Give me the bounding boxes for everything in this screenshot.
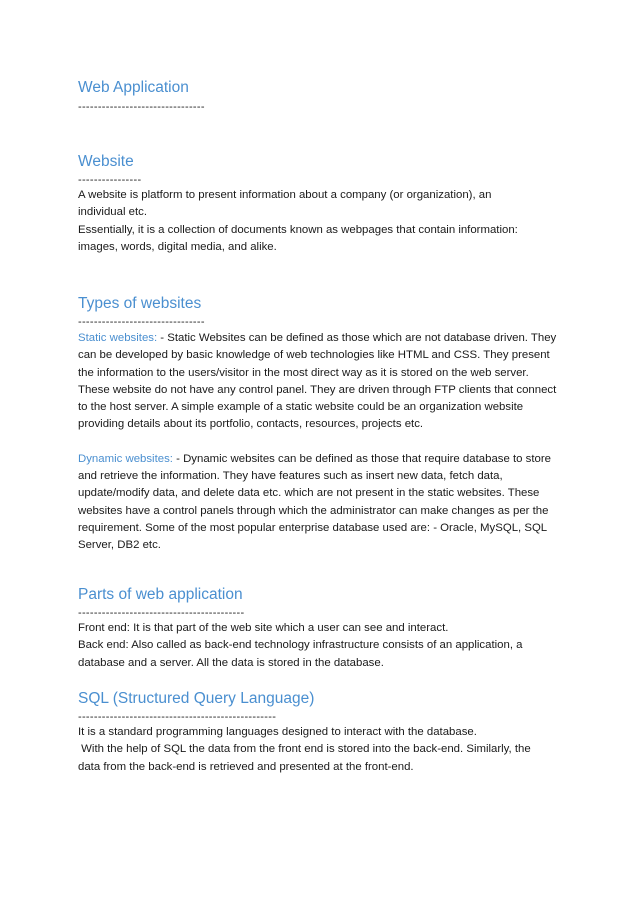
heading-parts-of-web-application: Parts of web application bbox=[78, 586, 243, 603]
section-website bbox=[78, 152, 562, 256]
dynamic-websites-text: - Dynamic websites can be defined as those that require database to store and retrieve the information. They have features such as insert new data, fetch data, update/modify data, and delete data etc. which are not present in the static websites. These websites have a control panels through which the administrator can make changes as per the requirement. Some of the most popular enterprise database used are: - Oracle, MySQL, SQL Server, DB2 etc. bbox=[78, 452, 551, 552]
paragraph-line: It is a standard programming languages designed to interact with the database. bbox=[78, 726, 477, 738]
divider-rule: -------------------------------- bbox=[78, 101, 205, 113]
section-web-application bbox=[78, 78, 562, 114]
divider-rule: -------------------------------------------------- bbox=[78, 711, 277, 723]
paragraph-line: images, words, digital media, and alike. bbox=[78, 240, 277, 253]
paragraph-line: individual etc. bbox=[78, 206, 148, 219]
paragraph-line: Back end: Also called as back-end technology infrastructure consists of an application, a bbox=[78, 639, 523, 652]
paragraph-line: database and a server. All the data is stored in the database. bbox=[78, 656, 384, 669]
paragraph-line: A website is platform to present information about a company (or organization), an bbox=[78, 189, 492, 201]
heading-web-application: Web Application bbox=[78, 79, 189, 96]
heading-types-of-websites: Types of websites bbox=[78, 295, 202, 312]
dynamic-websites-paragraph bbox=[78, 451, 562, 555]
section-sql bbox=[78, 689, 562, 776]
static-websites-paragraph bbox=[78, 330, 562, 434]
static-websites-term: Static websites: bbox=[78, 332, 158, 344]
paragraph-line: data from the back-end is retrieved and presented at the front-end. bbox=[78, 760, 414, 773]
section-types-of-websites bbox=[78, 294, 562, 555]
divider-rule: ---------------- bbox=[78, 174, 142, 186]
heading-website: Website bbox=[78, 153, 134, 170]
section-parts-of-web-application bbox=[78, 585, 562, 672]
paragraph-line: Front end: It is that part of the web site which a user can see and interact. bbox=[78, 622, 449, 634]
paragraph-line: With the help of SQL the data from the front end is stored into the back-end. Similarly, the bbox=[78, 743, 531, 756]
divider-rule: -------------------------------- bbox=[78, 316, 205, 328]
heading-sql: SQL (Structured Query Language) bbox=[78, 690, 315, 707]
paragraph-line: Essentially, it is a collection of documents known as webpages that contain information: bbox=[78, 223, 518, 236]
divider-rule: ------------------------------------------ bbox=[78, 607, 245, 619]
dynamic-websites-term: Dynamic websites: bbox=[78, 452, 173, 465]
static-websites-text: - Static Websites can be defined as those which are not database driven. They can be developed by basic knowledge of web technologies like HTML and CSS. They present the information to the users/visitor in the most direct way as it is stored on the web server. These website do not have any control panel. They are driven through FTP clients that connect to the host server. A simple example of a static website could be an organization website providing details about its portfolio, contacts, resources, projects etc. bbox=[78, 332, 557, 431]
